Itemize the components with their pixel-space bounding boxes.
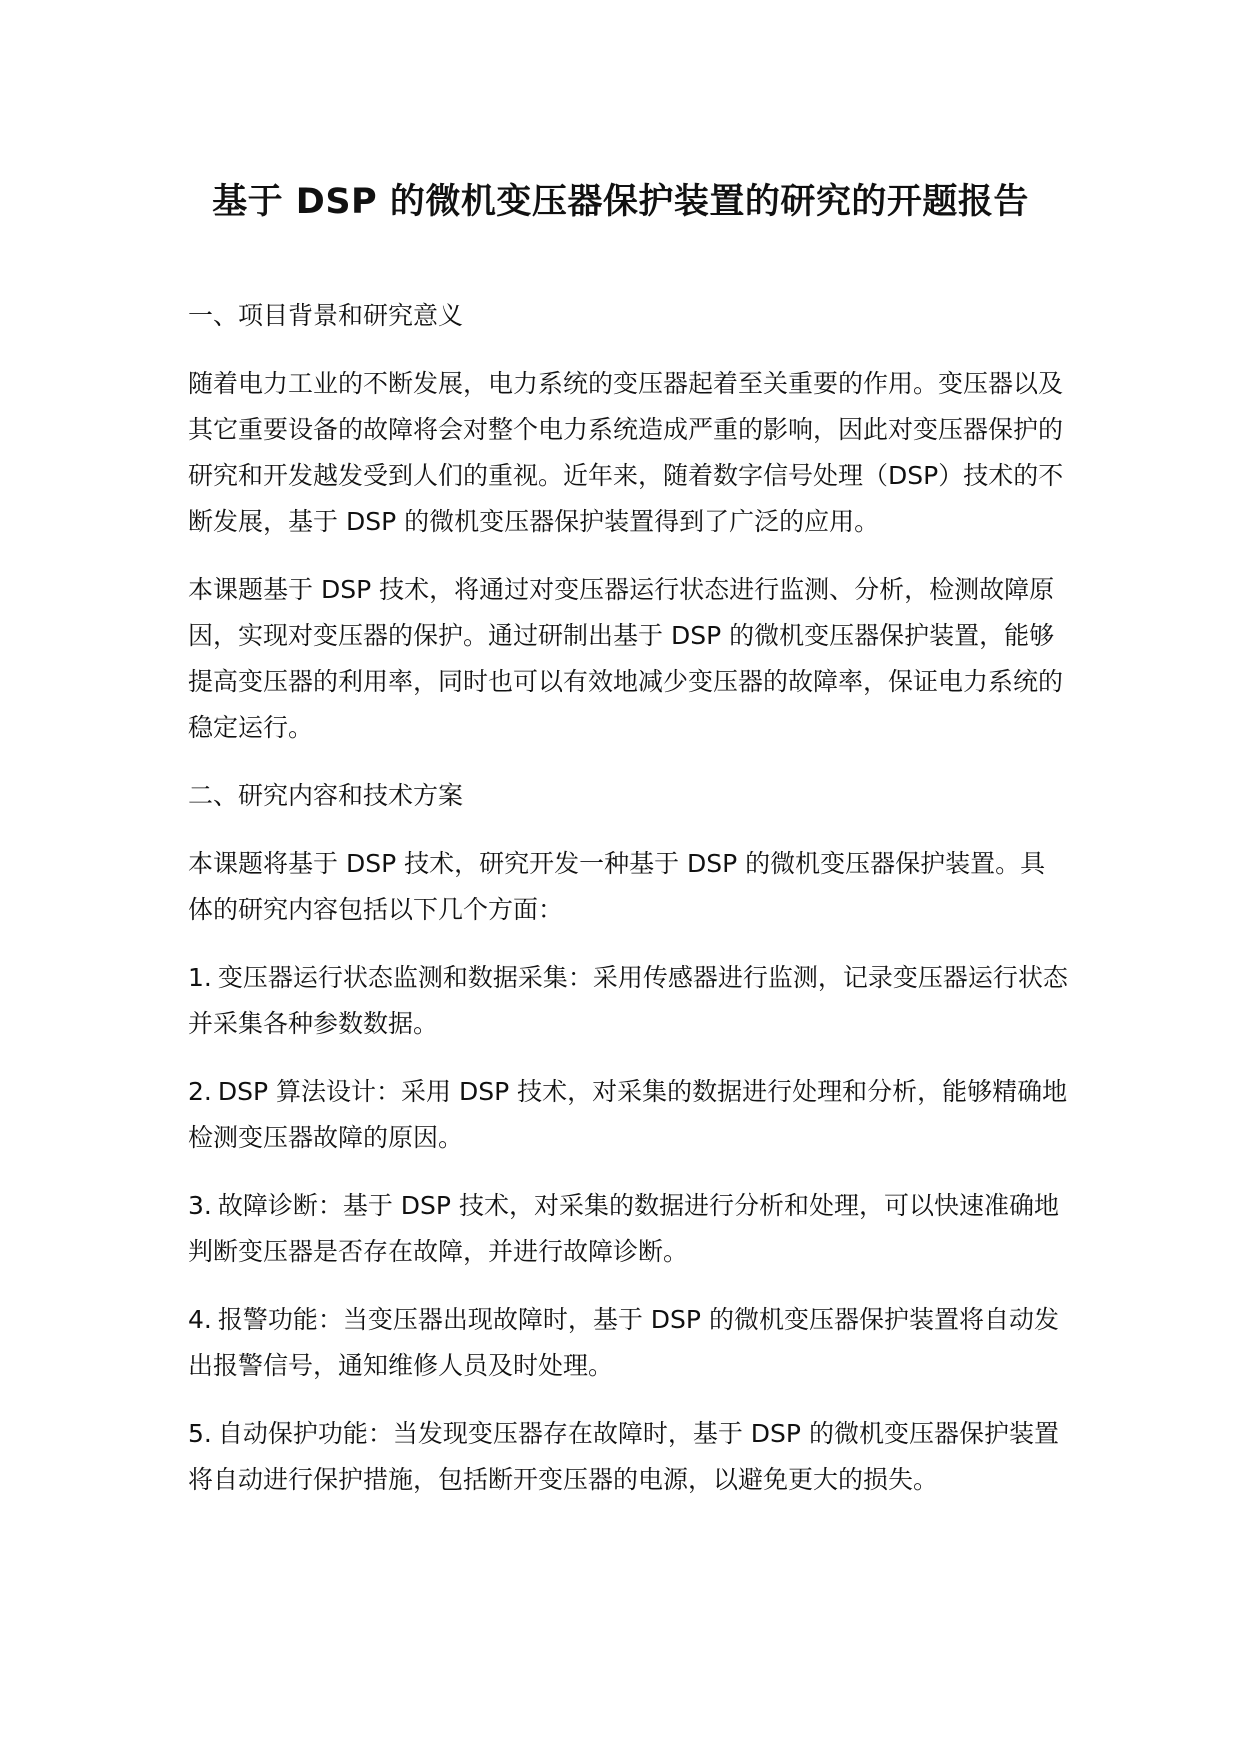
list-item-text: 报警功能：当变压器出现故障时，基于 DSP 的微机变压器保护装置将自动发出报警信号，通知维修人员及时处理。 (188, 1305, 1059, 1380)
list-item (188, 1411, 1068, 1503)
list-item-number: 3. (188, 1191, 212, 1220)
list-item (188, 1069, 1068, 1161)
list-item-number: 2. (188, 1077, 212, 1106)
list-item-number: 4. (188, 1305, 212, 1334)
list-item (188, 955, 1068, 1047)
section-heading-content: 二、研究内容和技术方案 (188, 781, 464, 810)
document-title: 基于 DSP 的微机变压器保护装置的研究的开题报告 (212, 182, 1029, 222)
section-heading-background: 一、项目背景和研究意义 (188, 301, 464, 330)
paragraph-background: 随着电力工业的不断发展，电力系统的变压器起着至关重要的作用。变压器以及其它重要设备的故障将会对整个电力系统造成严重的影响，因此对变压器保护的研究和开发越发受到人们的重视。近年来，随着数字信号处理（DSP）技术的不断发展，基于 DSP 的微机变压器保护装置得到了广泛的应用。 (188, 369, 1064, 536)
paragraph-content-intro: 本课题将基于 DSP 技术，研究开发一种基于 DSP 的微机变压器保护装置。具体的研究内容包括以下几个方面： (188, 849, 1046, 924)
list-item-text: 故障诊断：基于 DSP 技术，对采集的数据进行分析和处理，可以快速准确地判断变压器是否存在故障，并进行故障诊断。 (188, 1191, 1059, 1266)
list-item-number: 1. (188, 963, 212, 992)
list-item-text: DSP 算法设计：采用 DSP 技术，对采集的数据进行处理和分析，能够精确地检测变压器故障的原因。 (188, 1077, 1068, 1152)
list-item-text: 自动保护功能：当发现变压器存在故障时，基于 DSP 的微机变压器保护装置将自动进行保护措施，包括断开变压器的电源，以避免更大的损失。 (188, 1419, 1059, 1494)
paragraph-topic-purpose: 本课题基于 DSP 技术，将通过对变压器运行状态进行监测、分析，检测故障原因，实现对变压器的保护。通过研制出基于 DSP 的微机变压器保护装置，能够提高变压器的利用率，同时也可以有效地减少变压器的故障率，保证电力系统的稳定运行。 (188, 575, 1064, 742)
list-item-number: 5. (188, 1419, 212, 1448)
list-item-text: 变压器运行状态监测和数据采集：采用传感器进行监测，记录变压器运行状态并采集各种参数数据。 (188, 963, 1068, 1038)
document-body (188, 293, 1068, 1525)
list-item (188, 1297, 1068, 1389)
list-item (188, 1183, 1068, 1275)
